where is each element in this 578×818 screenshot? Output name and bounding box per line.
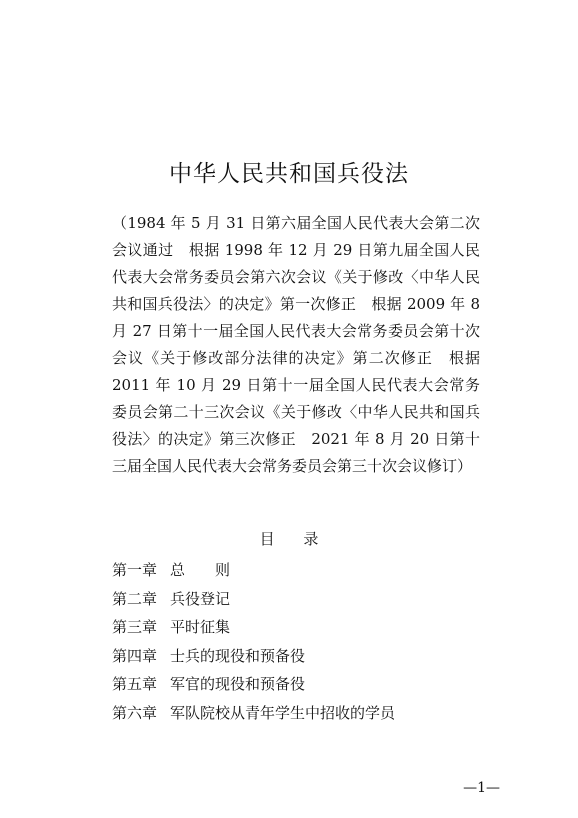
toc-heading-right: 录 xyxy=(303,530,319,548)
toc-chapter-title: 总 则 xyxy=(170,561,231,579)
toc-heading xyxy=(0,528,578,549)
toc-chapter-title: 士兵的现役和预备役 xyxy=(170,646,306,665)
toc-item[interactable] xyxy=(112,670,512,699)
toc-chapter: 第三章 xyxy=(112,618,158,636)
toc-item[interactable] xyxy=(112,556,512,585)
toc-chapter-title: 平时征集 xyxy=(170,618,231,636)
toc-chapter: 第六章 xyxy=(112,703,158,722)
document-title: 中华人民共和国兵役法 xyxy=(169,161,409,187)
table-of-contents xyxy=(112,556,512,727)
toc-item[interactable] xyxy=(112,642,512,671)
toc-item[interactable] xyxy=(112,699,512,728)
toc-chapter-title: 军官的现役和预备役 xyxy=(170,675,306,693)
page-number: —1— xyxy=(463,780,500,796)
toc-chapter-title: 兵役登记 xyxy=(170,589,231,608)
toc-item[interactable] xyxy=(112,585,512,614)
toc-chapter: 第一章 xyxy=(112,561,158,579)
toc-chapter: 第五章 xyxy=(112,675,158,693)
amendment-note: （1984 年 5 月 31 日第六届全国人民代表大会第二次会议通过 根据 1998 年 12 月 29 日第九届全国人民代表大会常务委员会第六次会议《关于修改〈中华人民共和国兵役法〉的决定》第一次修正 根据 2009 年 8 月 27 日第十一届全国人民代表大会常务委员会第十次会议《关于修改部分法律的决定》第二次修正 根据 2011 年 10 月 29 日第十一届全国人民代表大会常务委员会第二十三次会议《关于修改〈中华人民共和国兵役法〉的决定》第三次修正 2021 年 8 月 20 日第十三届全国人民代表大会常务委员会第三十次会议修订） xyxy=(112,214,480,475)
toc-heading-left: 目 xyxy=(259,530,275,548)
toc-chapter: 第四章 xyxy=(112,646,158,665)
toc-item[interactable] xyxy=(112,613,512,642)
toc-chapter-title: 军队院校从青年学生中招收的学员 xyxy=(170,703,396,722)
toc-chapter: 第二章 xyxy=(112,589,158,608)
